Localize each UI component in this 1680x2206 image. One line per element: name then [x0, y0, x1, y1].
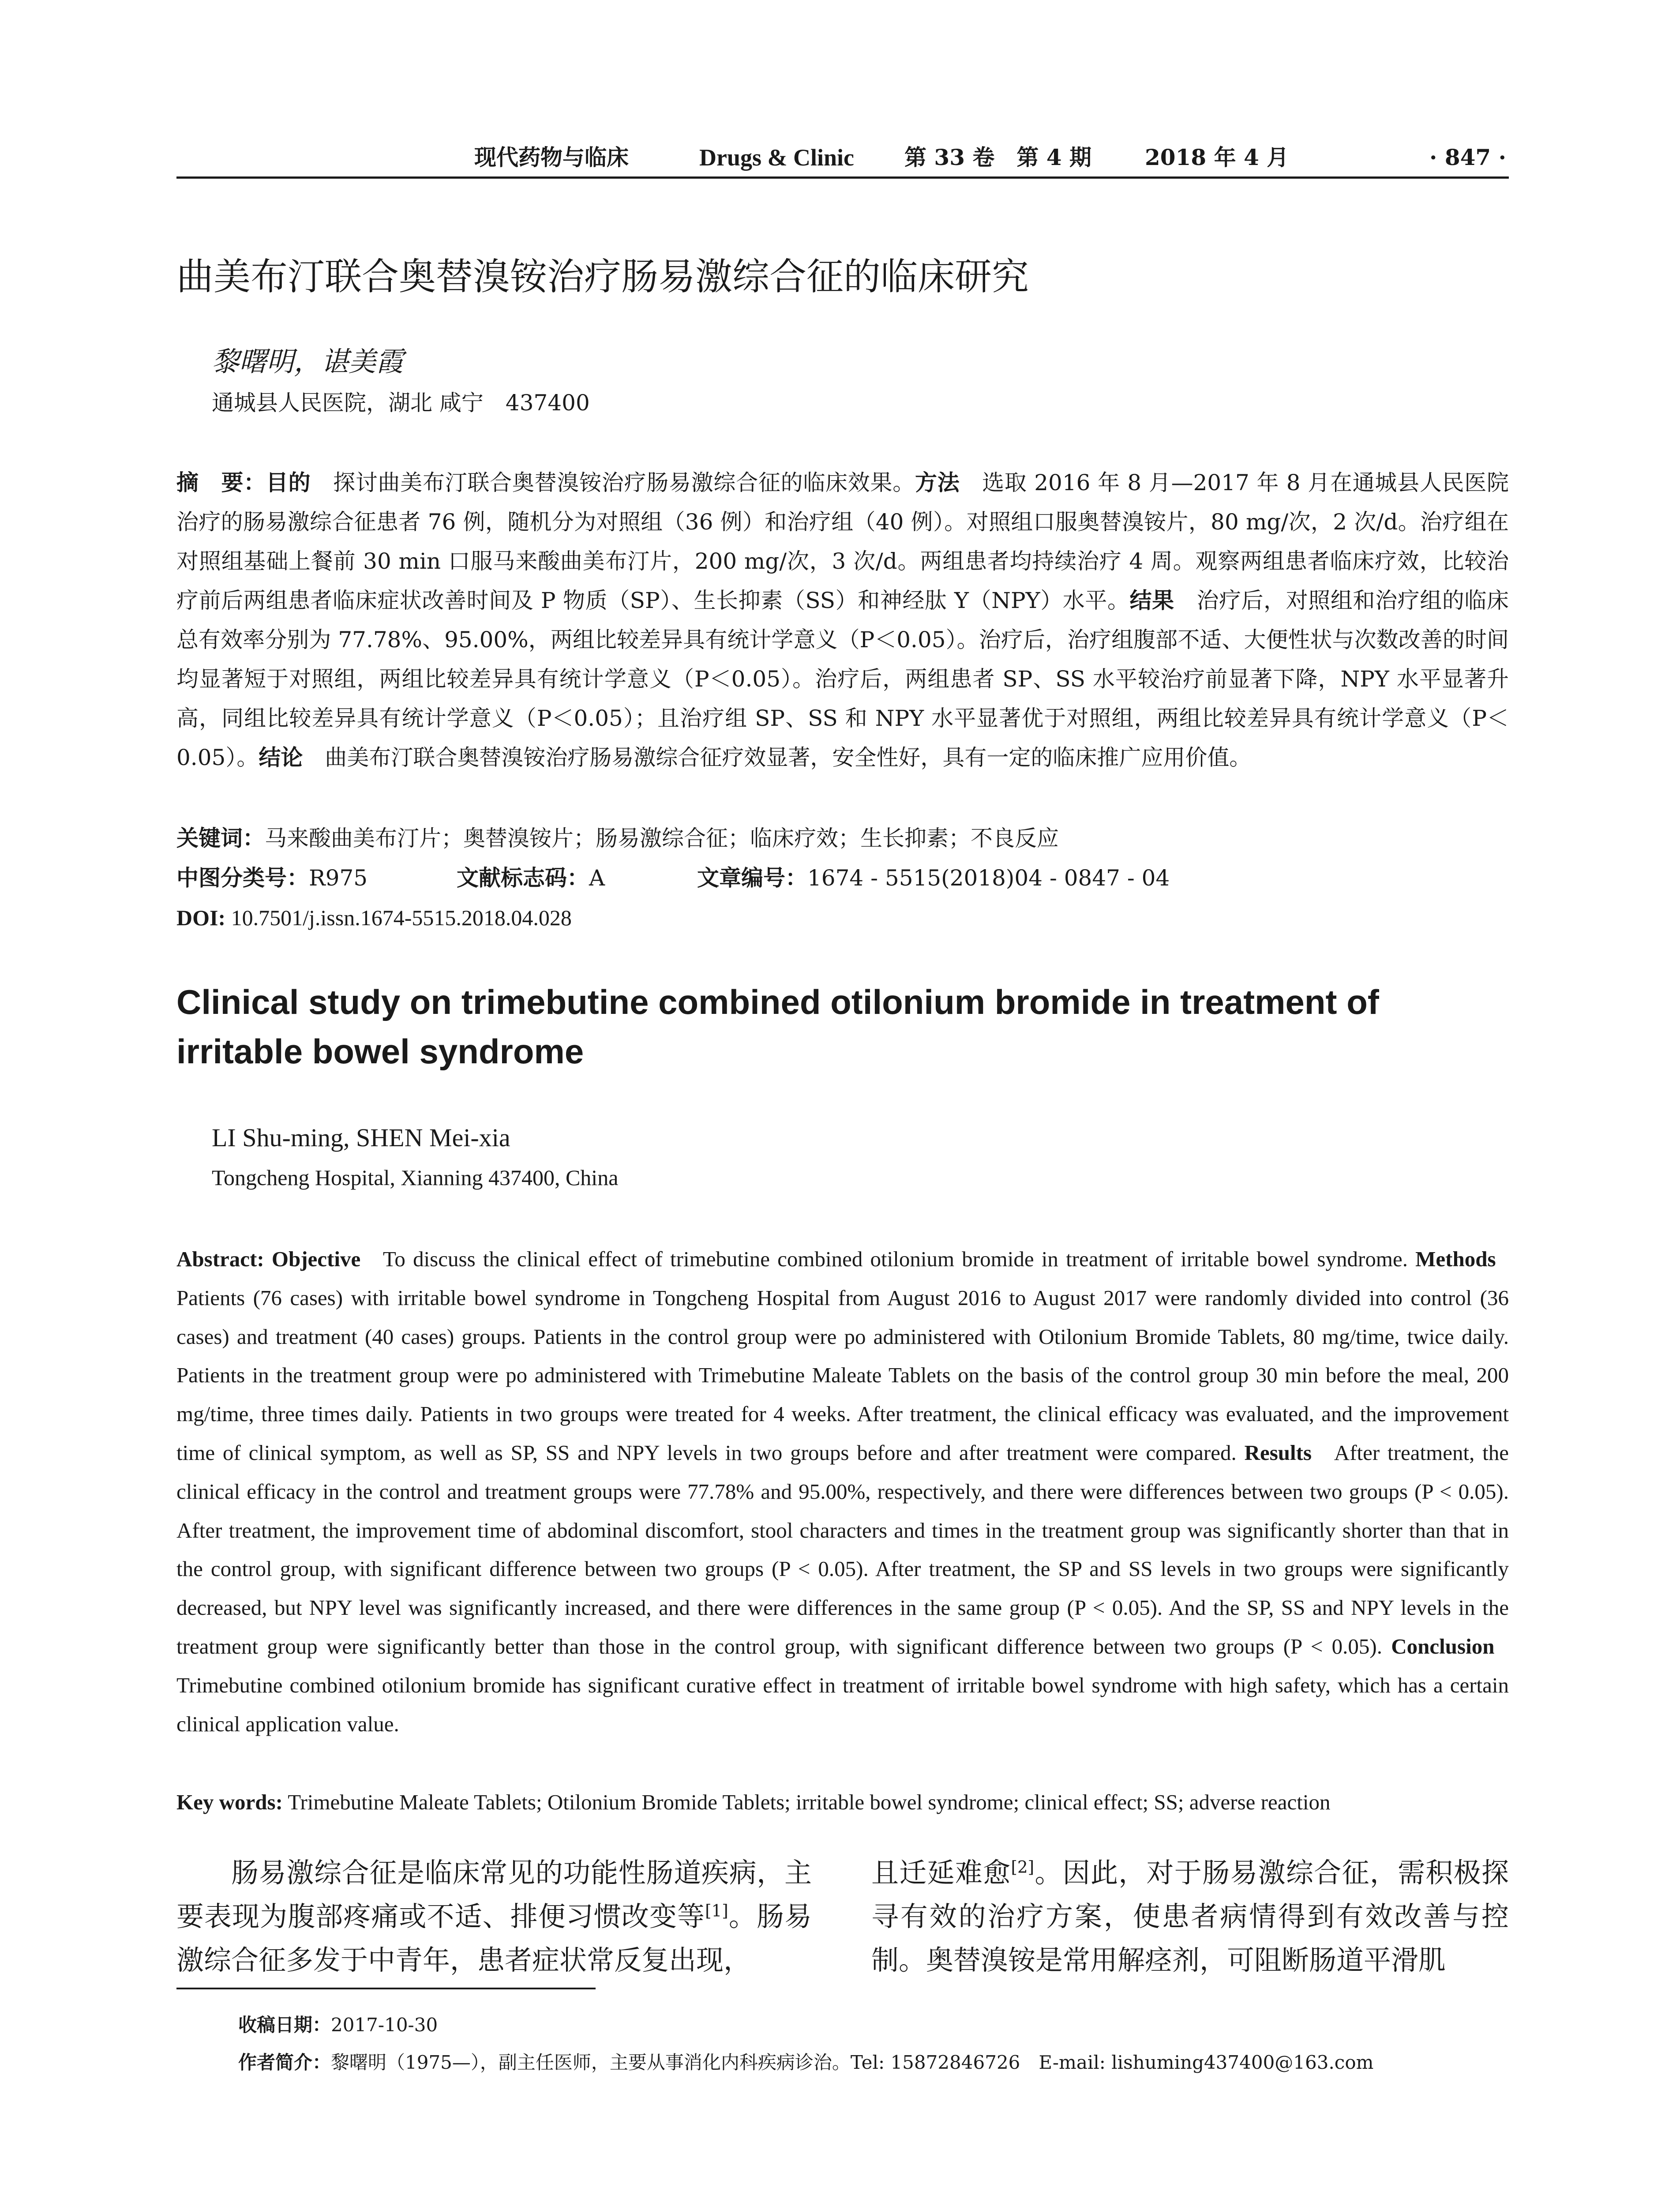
- authors-cn: 黎曙明，谌美霞: [212, 345, 404, 378]
- footnote-rule: [176, 1988, 596, 1989]
- results-cn: 治疗后，对照组和治疗组的临床总有效率分别为 77.78%、95.00%，两组比较差异具有统计学意义（P＜0.05）。治疗后，治疗组腹部不适、大便性状与次数改善的时间均显著短于对照组，两组比较差异具有统计学意义（P＜0.05）。治疗后，两组患者 SP、SS 水平较治疗前显著下降，NPY 水平显著升高，同组比较差异具有统计学意义（P＜0.05）；且治疗组 SP、SS 和 NPY 水平显著优于对照组，两组比较差异具有统计学意义（P＜0.05）。: [176, 588, 1509, 770]
- methods-en: Patients (76 cases) with irritable bowel syndrome in Tongcheng Hospital from August 2016 to August 2017 were randomly divided into control (36 cases) and treatment (40 cases) groups. Patients in the control group were po administered with Otilonium Bromide Tablets, 80 mg/time, twice daily. Patients in the treatment group were po administered with Trimebutine Maleate Tablets on the basis of the control group 30 min before the meal, 200 mg/time, three times daily. Patients in two groups were treated for 4 weeks. After treatment, the clinical efficacy was evaluated, and the improvement time of clinical symptom, as well as SP, SS and NPY levels in two groups before and after treatment were compared.: [176, 1285, 1509, 1465]
- conclusion-cn: 曲美布汀联合奥替溴铵治疗肠易激综合征疗效显著，安全性好，具有一定的临床推广应用价值。: [325, 745, 1252, 770]
- doc-code-label: 文献标志码：: [457, 865, 589, 891]
- header-journal-en: Drugs & Clinic: [699, 144, 854, 171]
- header-journal-cn: 现代药物与临床: [474, 145, 629, 170]
- objective-cn-label: 目的: [266, 470, 311, 495]
- clc-value: R975: [309, 865, 368, 891]
- abstract-en: [176, 1240, 1509, 1743]
- doi-label: DOI:: [176, 905, 226, 930]
- received-date: 2017-10-30: [331, 2014, 438, 2036]
- body-left-text: 肠易激综合征是临床常见的功能性肠道疾病，主要表现为腹部疼痛或不适、排便习惯改变等: [176, 1857, 812, 1932]
- conclusion-en: Trimebutine combined otilonium bromide has significant curative effect in treatment of irritable bowel syndrome with high safety, which has a certain clinical application value.: [176, 1673, 1509, 1736]
- keywords-en-label: Key words:: [176, 1790, 283, 1814]
- article-no-label: 文章编号：: [697, 865, 807, 891]
- doi-value[interactable]: 10.7501/j.issn.1674-5515.2018.04.028: [231, 905, 572, 930]
- results-en-label: Results: [1244, 1440, 1312, 1465]
- doi-row: [176, 902, 572, 933]
- keywords-cn: [176, 823, 1059, 854]
- citation-1[interactable]: [1]: [705, 1901, 728, 1921]
- clc-label: 中图分类号：: [176, 865, 309, 891]
- body-right-column: [871, 1851, 1509, 1982]
- author-note: 黎曙明（1975—），副主任医师，主要从事消化内科疾病诊治。Tel: 15872846726 E-mail: lishuming437400@163.com: [331, 2052, 1374, 2073]
- keywords-cn-text: 马来酸曲美布汀片；奥替溴铵片；肠易激综合征；临床疗效；生长抑素；不良反应: [265, 825, 1059, 851]
- article-no-value: 1674 - 5515(2018)04 - 0847 - 04: [807, 865, 1170, 891]
- conclusion-cn-label: 结论: [259, 745, 303, 770]
- title-en: Clinical study on trimebutine combined otilonium bromide in treatment of irritable bowel syndrome: [176, 983, 1379, 1071]
- header-page-number: · 847 ·: [1429, 144, 1506, 170]
- header-volume-issue: 第 33 卷 第 4 期: [904, 144, 1091, 170]
- affiliation-cn: 通城县人民医院，湖北 咸宁 437400: [212, 390, 590, 416]
- body-right-text: 。因此，对于肠易激综合征，需积极探寻有效的治疗方案，使患者病情得到有效改善与控制。奥替溴铵是常用解痉剂，可阻断肠道平滑肌: [871, 1857, 1509, 1976]
- classification-row: [176, 863, 368, 893]
- authors-en: LI Shu-ming, SHEN Mei-xia: [212, 1123, 510, 1152]
- doc-code: [457, 863, 605, 893]
- abstract-cn-label: 摘 要：: [176, 470, 266, 495]
- abstract-cn: [176, 463, 1509, 777]
- results-en: After treatment, the clinical efficacy in the control and treatment groups were 77.78% and 95.00%, respectively, and there were differences between two groups (P < 0.05). After treatment, the improvement time of abdominal discomfort, stool characters and times in the treatment group was significantly shorter than that in the control group, with significant difference between two groups (P < 0.05). After treatment, the SP and SS levels in two groups were significantly decreased, but NPY level was significantly increased, and there were differences in the same group (P < 0.05). And the SP, SS and NPY levels in the treatment group were significantly better than those in the control group, with significant difference between two groups (P < 0.05).: [176, 1440, 1509, 1658]
- keywords-en-text: Trimebutine Maleate Tablets; Otilonium Bromide Tablets; irritable bowel syndrome; clinical effect; SS; adverse reaction: [288, 1790, 1331, 1814]
- methods-en-label: Methods: [1415, 1247, 1496, 1271]
- article-no: [697, 863, 1170, 893]
- footnote-received: [238, 2012, 438, 2038]
- body-right-start: 且迁延难愈: [871, 1857, 1011, 1889]
- abstract-en-label: Abstract:: [176, 1247, 264, 1271]
- header-date: 2018 年 4 月: [1145, 144, 1289, 170]
- objective-cn: 探讨曲美布汀联合奥替溴铵治疗肠易激综合征的临床效果。: [333, 470, 915, 495]
- conclusion-en-label: Conclusion: [1391, 1634, 1495, 1658]
- doc-code-value: A: [589, 865, 605, 891]
- body-left-column: [176, 1851, 812, 1982]
- objective-en: To discuss the clinical effect of trimebutine combined otilonium bromide in treatment of irritable bowel syndrome.: [382, 1247, 1408, 1271]
- methods-cn: 选取 2016 年 8 月—2017 年 8 月在通城县人民医院治疗的肠易激综合征患者 76 例，随机分为对照组（36 例）和治疗组（40 例）。对照组口服奥替溴铵片，80 mg/次，2 次/d。治疗组在对照组基础上餐前 30 min 口服马来酸曲美布汀片，200 mg/次，3 次/d。两组患者均持续治疗 4 周。观察两组患者临床疗效，比较治疗前后两组患者临床症状改善时间及 P 物质（SP）、生长抑素（SS）和神经肽 Y（NPY）水平。: [176, 470, 1509, 613]
- body-left-text-cont: 。肠易激综合征多发于中青年，患者症状常反复出现，: [176, 1900, 812, 1976]
- results-cn-label: 结果: [1129, 588, 1174, 613]
- author-note-label: 作者简介：: [238, 2052, 331, 2073]
- objective-en-label: Objective: [271, 1247, 361, 1271]
- footnote-author: [238, 2049, 1373, 2076]
- title-cn: 曲美布汀联合奥替溴铵治疗肠易激综合征的临床研究: [176, 255, 1029, 298]
- methods-cn-label: 方法: [915, 470, 960, 495]
- header-rule: [176, 176, 1509, 179]
- affiliation-en: Tongcheng Hospital, Xianning 437400, China: [212, 1165, 619, 1190]
- keywords-en: [176, 1787, 1330, 1818]
- received-label: 收稿日期：: [238, 2014, 331, 2036]
- citation-2[interactable]: [2]: [1011, 1857, 1035, 1877]
- keywords-cn-label: 关键词：: [176, 825, 265, 851]
